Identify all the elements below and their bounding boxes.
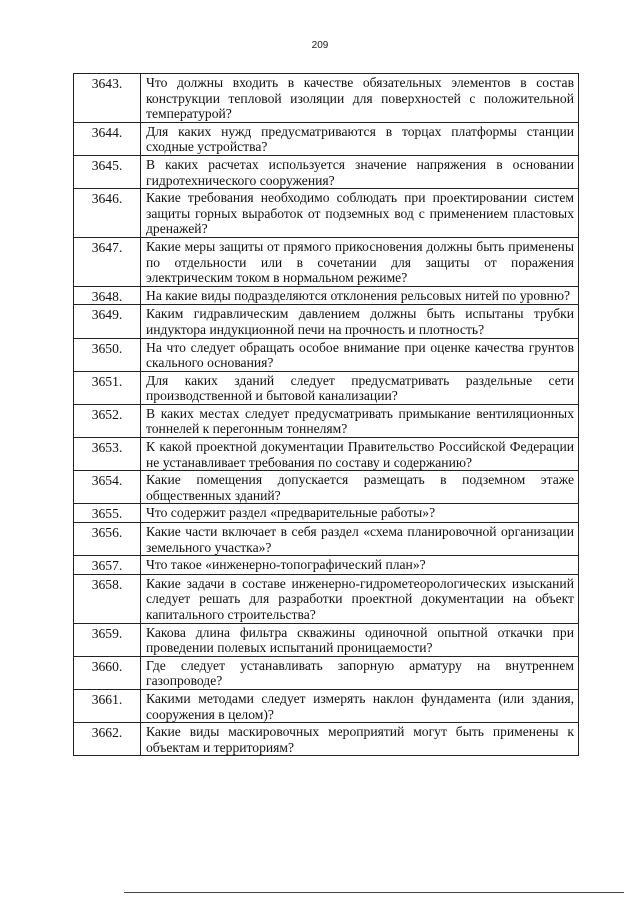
- question-number: 3658.: [74, 574, 141, 623]
- question-text: На какие виды подразделяются отклонения рельсовых нитей по уровню?: [141, 286, 579, 305]
- page-number: 209: [311, 40, 329, 51]
- questions-table: [73, 73, 579, 756]
- question-text: Каким гидравлическим давлением должны быть испытаны трубки индуктора индукционной печи на прочность и плотность?: [141, 305, 579, 338]
- question-text: Какие виды маскировочных мероприятий могут быть применены к объектам и территориям?: [141, 723, 579, 756]
- table-row: [74, 286, 579, 305]
- question-text: Какие части включает в себя раздел «схема планировочной организации земельного участка»?: [141, 523, 579, 556]
- question-text: Что содержит раздел «предварительные работы»?: [141, 504, 579, 523]
- question-text: Что должны входить в качестве обязательных элементов в состав конструкции тепловой изоляции для поверхностей с положительной температурой?: [141, 74, 579, 123]
- table-row: [74, 623, 579, 656]
- table-row: [74, 523, 579, 556]
- question-number: 3655.: [74, 504, 141, 523]
- question-number: 3644.: [74, 122, 141, 155]
- question-number: 3645.: [74, 155, 141, 188]
- question-number: 3651.: [74, 371, 141, 404]
- table-row: [74, 189, 579, 238]
- question-text: Какие требования необходимо соблюдать при проектировании систем защиты горных выработок от подземных вод с применением пластовых дренажей?: [141, 189, 579, 238]
- table-row: [74, 574, 579, 623]
- question-text: Какими методами следует измерять наклон фундамента (или здания, сооружения в целом)?: [141, 689, 579, 722]
- question-number: 3654.: [74, 471, 141, 504]
- bottom-rule: [124, 892, 624, 893]
- question-text: Для каких зданий следует предусматривать раздельные сети производственной и бытовой канализации?: [141, 371, 579, 404]
- question-text: Какие помещения допускается размещать в подземном этаже общественных зданий?: [141, 471, 579, 504]
- table-row: [74, 305, 579, 338]
- question-text: Какова длина фильтра скважины одиночной опытной откачки при проведении полевых испытаний проницаемости?: [141, 623, 579, 656]
- table-row: [74, 723, 579, 756]
- question-text: В каких расчетах используется значение напряжения в основании гидротехнического сооружения?: [141, 155, 579, 188]
- table-row: [74, 471, 579, 504]
- question-number: 3660.: [74, 656, 141, 689]
- questions-table-body: [74, 74, 579, 756]
- table-row: [74, 338, 579, 371]
- table-row: [74, 556, 579, 575]
- table-row: [74, 656, 579, 689]
- table-row: [74, 404, 579, 437]
- question-text: На что следует обращать особое внимание при оценке качества грунтов скального основания?: [141, 338, 579, 371]
- question-text: Какие задачи в составе инженерно-гидрометеорологических изысканий следует решать для разработки проектной документации на объект капитального строительства?: [141, 574, 579, 623]
- question-number: 3643.: [74, 74, 141, 123]
- table-row: [74, 237, 579, 286]
- question-text: Где следует устанавливать запорную арматуру на внутреннем газопроводе?: [141, 656, 579, 689]
- question-number: 3649.: [74, 305, 141, 338]
- question-number: 3657.: [74, 556, 141, 575]
- question-number: 3650.: [74, 338, 141, 371]
- table-row: [74, 122, 579, 155]
- question-number: 3662.: [74, 723, 141, 756]
- table-row: [74, 689, 579, 722]
- question-text: К какой проектной документации Правительство Российской Федерации не устанавливает требования по составу и содержанию?: [141, 438, 579, 471]
- question-number: 3661.: [74, 689, 141, 722]
- table-row: [74, 155, 579, 188]
- table-row: [74, 504, 579, 523]
- question-text: В каких местах следует предусматривать примыкание вентиляционных тоннелей к перегонным тоннелям?: [141, 404, 579, 437]
- question-number: 3652.: [74, 404, 141, 437]
- question-number: 3648.: [74, 286, 141, 305]
- table-row: [74, 371, 579, 404]
- question-text: Что такое «инженерно-топографический план»?: [141, 556, 579, 575]
- table-row: [74, 438, 579, 471]
- question-number: 3647.: [74, 237, 141, 286]
- question-text: Для каких нужд предусматриваются в торцах платформы станции сходные устройства?: [141, 122, 579, 155]
- question-text: Какие меры защиты от прямого прикосновения должны быть применены по отдельности или в сочетании для защиты от поражения электрическим током в нормальном режиме?: [141, 237, 579, 286]
- question-number: 3653.: [74, 438, 141, 471]
- question-number: 3646.: [74, 189, 141, 238]
- question-number: 3656.: [74, 523, 141, 556]
- table-row: [74, 74, 579, 123]
- question-number: 3659.: [74, 623, 141, 656]
